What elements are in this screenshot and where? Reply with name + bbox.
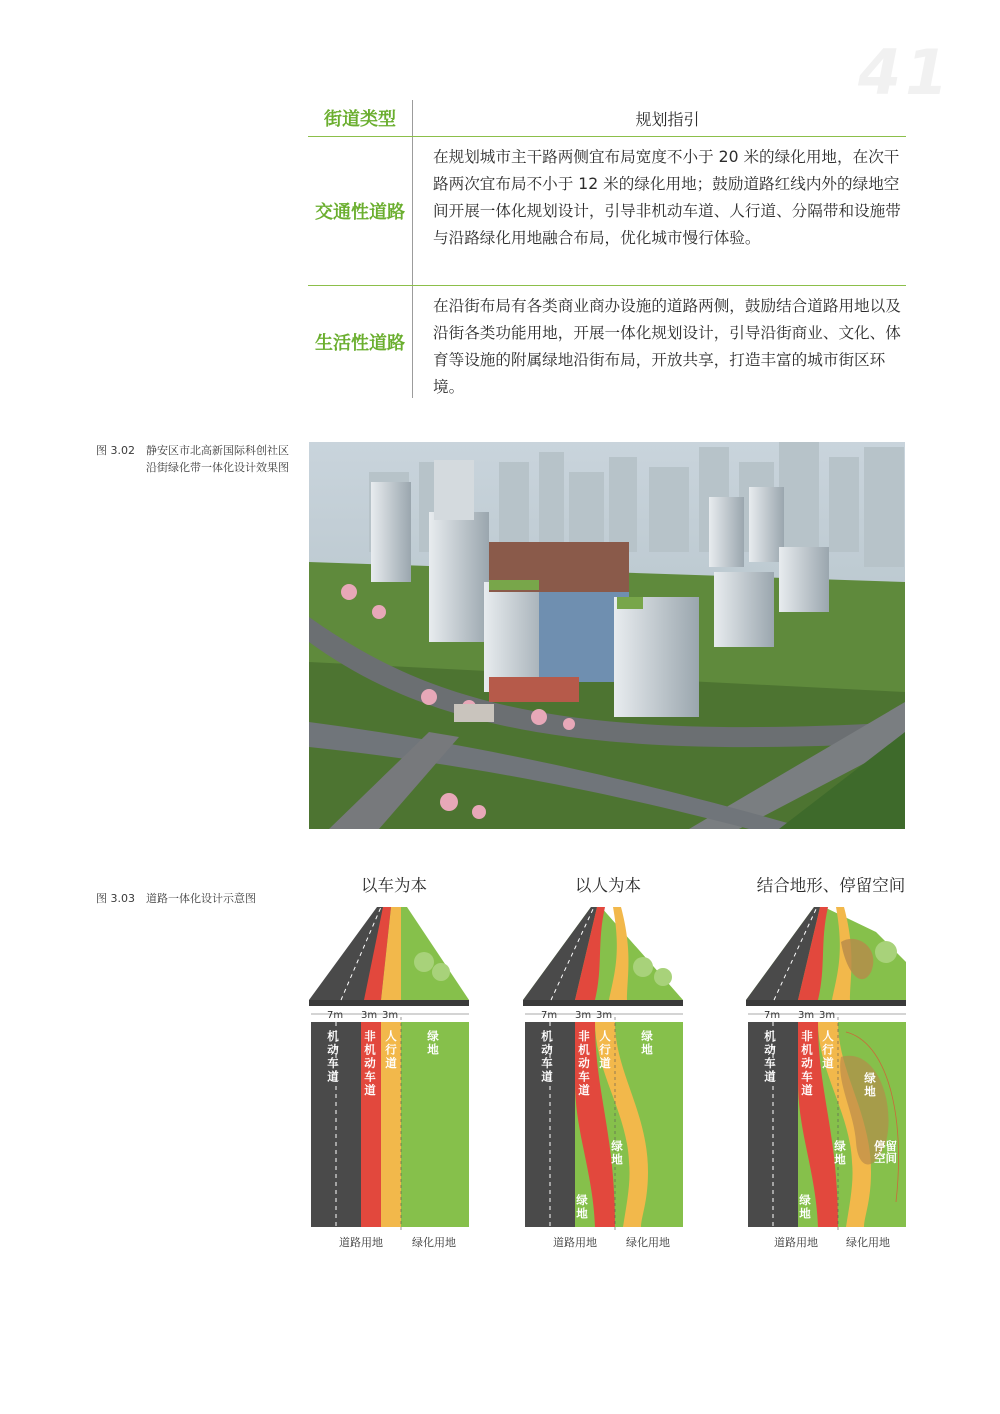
lane-label-car: 机动车道 [326, 1030, 340, 1084]
guide-text-living: 在沿街布局有各类商业商办设施的道路两侧，鼓励结合道路用地以及沿街各类功能用地，开展一体化规划设计，引导沿街商业、文化、体育等设施的附属绿地沿街布局，开放共享，打造丰富的城市街区环境。 [412, 286, 906, 398]
lane-label-green: 绿地 [863, 1072, 877, 1099]
dim-bike: 3m [575, 1010, 592, 1021]
lane-label-green: 绿地 [640, 1030, 654, 1057]
label-road-land: 道路用地 [553, 1236, 597, 1249]
lane-label-green: 绿地 [426, 1030, 440, 1057]
caption-line: 静安区市北高新国际科创社区 [146, 444, 289, 457]
label-green-land: 绿化用地 [412, 1236, 456, 1249]
label-green-land: 绿化用地 [846, 1236, 890, 1249]
caption-line: 沿街绿化带一体化设计效果图 [146, 461, 289, 474]
lane-label-car: 机动车道 [540, 1030, 554, 1084]
lane-label-green-left: 绿地 [575, 1194, 589, 1221]
lane-label-walk: 人行道 [598, 1030, 612, 1071]
lane-label-green-left: 绿地 [798, 1194, 812, 1221]
diagram-title: 以人为本 [575, 876, 641, 895]
diagram-title: 结合地形、停留空间 [756, 876, 906, 895]
dim-walk: 3m [382, 1010, 399, 1021]
figure-number: 图 3.02 [96, 444, 135, 457]
figure-number: 图 3.03 [96, 892, 135, 905]
table-row [308, 137, 906, 286]
aerial-rendering-image [309, 442, 905, 829]
dim-bike: 3m [361, 1010, 378, 1021]
road-diagram-car-oriented [309, 872, 479, 1252]
table-row [308, 286, 906, 398]
label-road-land: 道路用地 [774, 1236, 818, 1249]
header-street-type: 街道类型 [324, 109, 396, 130]
lane-label-car: 机动车道 [763, 1030, 777, 1084]
lane-label-green-middle: 绿地 [833, 1140, 847, 1167]
dim-walk: 3m [819, 1010, 836, 1021]
road-diagram-terrain-stay [746, 872, 916, 1252]
street-type-traffic: 交通性道路 [315, 202, 405, 223]
figure-3-03-caption [96, 890, 256, 907]
lane-label-green-middle: 绿地 [610, 1140, 624, 1167]
label-green-land: 绿化用地 [626, 1236, 670, 1249]
caption-line: 道路一体化设计示意图 [146, 892, 256, 905]
lane-label-walk: 人行道 [821, 1030, 835, 1071]
figure-3-02-caption [96, 442, 289, 476]
dim-car: 7m [764, 1010, 781, 1021]
guide-text-traffic: 在规划城市主干路两侧宜布局宽度不小于 20 米的绿化用地，在次干路两次宜布局不小于 12 米的绿化用地；鼓励道路红线内外的绿地空间开展一体化规划设计，引导非机动车道、人行道、分隔带和设施带与沿路绿化用地融合布局，优化城市慢行体验。 [412, 137, 906, 285]
road-diagram-people-oriented [523, 872, 693, 1252]
dim-car: 7m [327, 1010, 344, 1021]
lane-label-bike: 非机动车道 [363, 1030, 377, 1098]
header-guide: 规划指引 [412, 100, 906, 136]
dim-walk: 3m [596, 1010, 613, 1021]
stay-space-label: 停留空间 [874, 1139, 897, 1165]
dim-bike: 3m [798, 1010, 815, 1021]
street-type-living: 生活性道路 [315, 333, 405, 354]
table-header-row [308, 100, 906, 137]
diagram-title: 以车为本 [361, 876, 427, 895]
lane-label-bike: 非机动车道 [800, 1030, 814, 1098]
dim-car: 7m [541, 1010, 558, 1021]
lane-label-bike: 非机动车道 [577, 1030, 591, 1098]
label-road-land: 道路用地 [339, 1236, 383, 1249]
page-number: 41 [858, 36, 953, 109]
planning-guide-table [308, 100, 906, 398]
lane-label-walk: 人行道 [384, 1030, 398, 1071]
